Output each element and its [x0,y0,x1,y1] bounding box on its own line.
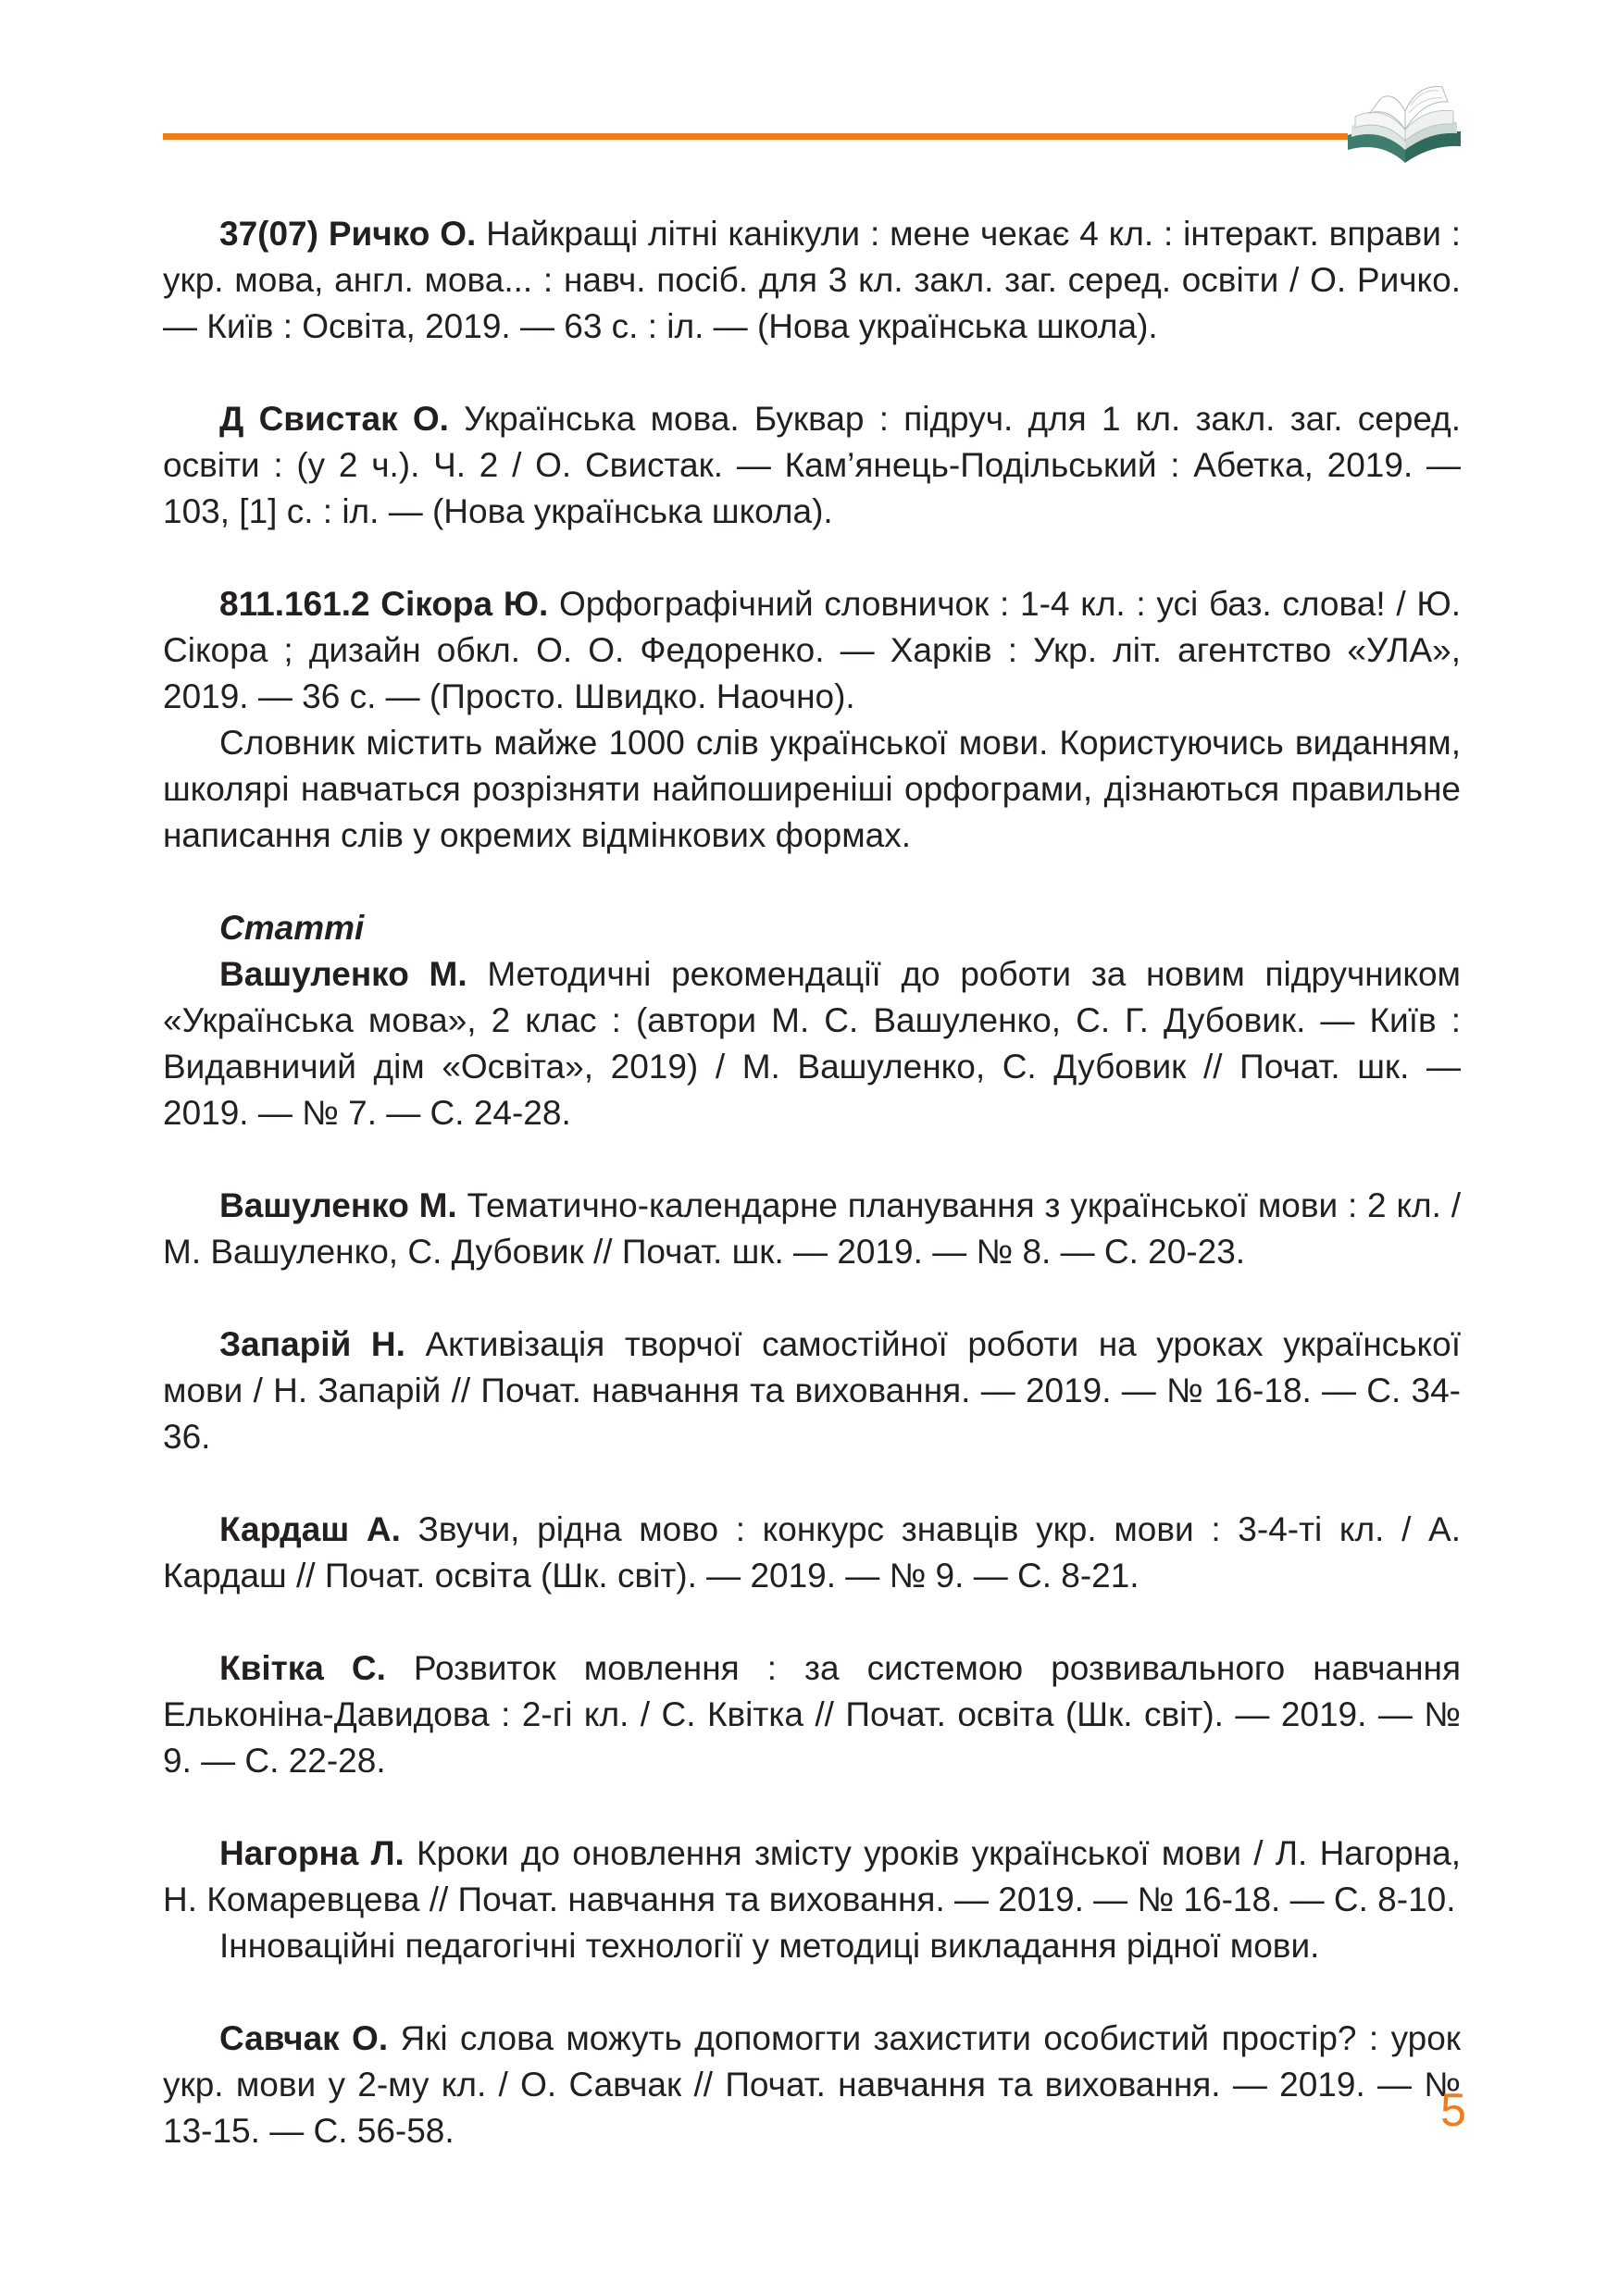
article-entry [163,2016,1461,2154]
open-book-icon [1344,70,1464,170]
entry-description: Орфографічний словничок : 1-4 кл. : усі баз. слова! / Ю. Сікора ; дизайн обкл. О. О. Федоренко. — Харків : Укр. літ. агентство «УЛА», 2019. — 36 с. — (Просто. Швидко. Наочно). [163,585,1461,715]
article-entry [163,1322,1461,1460]
entry-text [163,581,1461,720]
entry-code-author: 811.161.2 Сікора Ю. [219,585,549,623]
book-entry [163,211,1461,350]
entry-text [163,1183,1461,1275]
entry-description: Методичні рекомендації до роботи за новим підручником «Українська мова», 2 клас : (автори М. С. Вашуленко, С. Г. Дубовик. — Київ : Видавничий дім «Освіта», 2019) / М. Вашуленко, С. Дубовик // Почат. шк. — 2019. — № 7. — С. 24-28. [163,955,1461,1132]
entry-author: Савчак О. [219,2019,389,2057]
article-entry [163,1183,1461,1275]
entry-annotation: Інноваційні педагогічні технології у методиці викладання рідної мови. [219,1927,1320,1965]
entry-description: Розвиток мовлення : за системою розвивального навчання Ельконіна-Давидова : 2-гі кл. / С. Квітка // Почат. освіта (Шк. світ). — 2019. — № 9. — С. 22-28. [163,1649,1461,1780]
entry-author: Вашуленко М. [219,1186,457,1224]
entry-description: Які слова можуть допомогти захистити особистий простір? : урок укр. мови у 2-му кл. / О. Савчак // Почат. навчання та виховання. — 2019. — № 13-15. — С. 56-58. [163,2019,1461,2150]
entry-text [163,1831,1461,1923]
entry-annotation: Словник містить майже 1000 слів української мови. Користуючись виданням, школярі навчаться розрізняти найпоширеніші орфограми, дізнаються правильне написання слів у окремих відмінкових формах. [163,724,1461,854]
entry-author: Квітка С. [219,1649,386,1687]
entry-author: Кардаш А. [219,1510,401,1548]
entry-code-author: Д Свистак О. [219,400,449,438]
header-rule [163,133,1348,140]
entry-code-author: 37(07) Ричко О. [219,215,477,253]
entry-text [163,1645,1461,1784]
article-entry [163,951,1461,1136]
page-number: 5 [1440,2084,1466,2136]
book-entry [163,396,1461,535]
article-entry [163,1831,1461,1969]
bibliography-list [163,211,1461,2201]
entry-author: Нагорна Л. [219,1834,405,1872]
entry-description: Активізація творчої самостійної роботи на уроках української мови / Н. Запарій // Почат. навчання та виховання. — 2019. — № 16-18. — С. 34-36. [163,1325,1462,1456]
entry-description: Звучи, рідна мово : конкурс знавців укр. мови : 3-4-ті кл. / А. Кардаш // Почат. освіта (Шк. світ). — 2019. — № 9. — С. 8-21. [163,1510,1461,1595]
article-entry [163,1507,1461,1599]
entry-text [163,2016,1461,2154]
book-entry [163,581,1461,859]
entry-description: Українська мова. Буквар : підруч. для 1 кл. закл. заг. серед. освіти : (у 2 ч.). Ч. 2 / О. Свистак. — Кам’янець-Подільський : Абетка, 2019. — 103, [1] с. : іл. — (Нова українська школа). [163,400,1462,530]
entry-description: Тематично-календарне планування з української мови : 2 кл. / М. Вашуленко, С. Дубовик // Почат. шк. — 2019. — № 8. — С. 20-23. [163,1186,1461,1271]
entry-text [163,1507,1461,1599]
entry-text [163,951,1461,1136]
article-entry [163,1645,1461,1784]
entry-text [163,1322,1461,1460]
entry-description: Кроки до оновлення змісту уроків української мови / Л. Нагорна, Н. Комаревцева // Почат. навчання та виховання. — 2019. — № 16-18. — С. 8-10. [163,1834,1461,1918]
entry-author: Вашуленко М. [219,955,467,993]
entry-text [163,211,1461,350]
entry-description: Найкращі літні канікули : мене чекає 4 кл. : інтеракт. вправи : укр. мова, англ. мова... : навч. посіб. для 3 кл. закл. заг. серед. освіти / О. Ричко. — Київ : Освіта, 2019. — 63 с. : іл. — (Нова українська школа). [163,215,1462,345]
entry-author: Запарій Н. [219,1325,405,1363]
section-title-articles: Статті [219,909,365,947]
entry-text [163,396,1461,535]
